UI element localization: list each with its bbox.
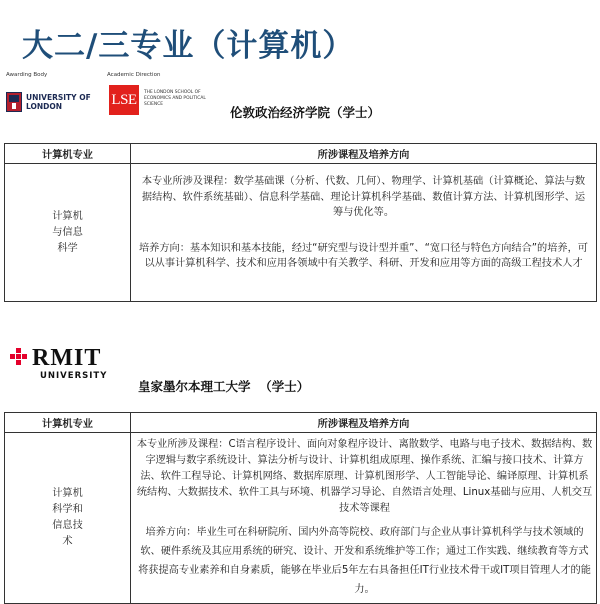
lse-logo xyxy=(107,72,217,122)
col-major-header: 计算机专业 xyxy=(5,413,131,433)
courses-text: 本专业所涉及课程：数学基础课（分析、代数、几何）、物理学、计算机基础（计算概论、算法与数据结构、软件系统基础）、信息科学基础、理论计算机科学基础、数值计算方法、计算机图形学、运筹与优化等。 xyxy=(141,176,586,218)
page-title: 大二/三专业（计算机） xyxy=(22,28,355,64)
lse-course-table xyxy=(4,143,597,302)
lse-mark-icon: LSE xyxy=(109,85,139,115)
rmit-school-title: 皇家墨尔本理工大学 （学士） xyxy=(138,379,310,394)
table-header-row xyxy=(5,144,597,164)
university-of-london-logo xyxy=(6,72,106,122)
rmit-university-word: UNIVERSITY xyxy=(40,371,108,381)
col-courses-header: 所涉课程及培养方向 xyxy=(131,413,597,433)
courses-text: 本专业所涉及课程：C语言程序设计、面向对象程序设计、离散数学、电路与电子技术、数据结构、数字逻辑与数字系统设计、算法分析与设计、计算机组成原理、操作系统、汇编与接口技术、计算方法、软件工程导论、计算机网络、数据库原理、计算机图形学、人工智能导论、编译原理、计算机系统结构、大数据技术、软件工具与环境、机器学习导论、自然语言处理、Linux基础与应用、人机交互技术等课程 xyxy=(136,439,593,514)
training-text: 培养方向：基本知识和基本技能，经过“研究型与设计型并重”、“宽口径与特色方向结合”的培养，可以从事计算机科学、技术和应用各领域中有关教学、科研、开发和应用等方面的高级工程技术人才 xyxy=(139,242,588,269)
rmit-wordmark: RMIT xyxy=(32,345,102,371)
table-row xyxy=(5,164,597,302)
awarding-body-caption: Awarding Body xyxy=(6,72,48,78)
courses-cell xyxy=(131,164,597,302)
table-row xyxy=(5,433,597,604)
academic-direction-caption: Academic Direction xyxy=(107,72,161,78)
training-text: 培养方向：毕业生可在科研院所、国内外高等院校、政府部门与企业从事计算机科学与技术领域的软、硬件系统及其应用系统的研究、设计、开发和系统维护等工作；通过工作实践、继续教育等方式将获提高专业素养和自身素质，能够在毕业后5年左右具备担任IT行业技术骨干或IT项目管理人才的能力。 xyxy=(138,527,591,595)
lse-school-title: 伦敦政治经济学院（学士） xyxy=(230,105,381,120)
rmit-course-table xyxy=(4,412,597,604)
uol-crest-icon xyxy=(6,92,22,112)
courses-cell xyxy=(131,433,597,604)
lse-full-name: THE LONDON SCHOOL OF ECONOMICS AND POLITICAL SCIENCE xyxy=(144,90,206,107)
major-name-cell: 计算机 科学和 信息技 术 xyxy=(5,433,131,604)
col-major-header: 计算机专业 xyxy=(5,144,131,164)
uol-wordmark: UNIVERSITY OF LONDON xyxy=(26,93,91,111)
table-header-row xyxy=(5,413,597,433)
major-name-cell: 计算机 与信息 科学 xyxy=(5,164,131,302)
col-courses-header: 所涉课程及培养方向 xyxy=(131,144,597,164)
rmit-pixel-icon xyxy=(10,348,28,366)
rmit-logo xyxy=(10,345,120,385)
